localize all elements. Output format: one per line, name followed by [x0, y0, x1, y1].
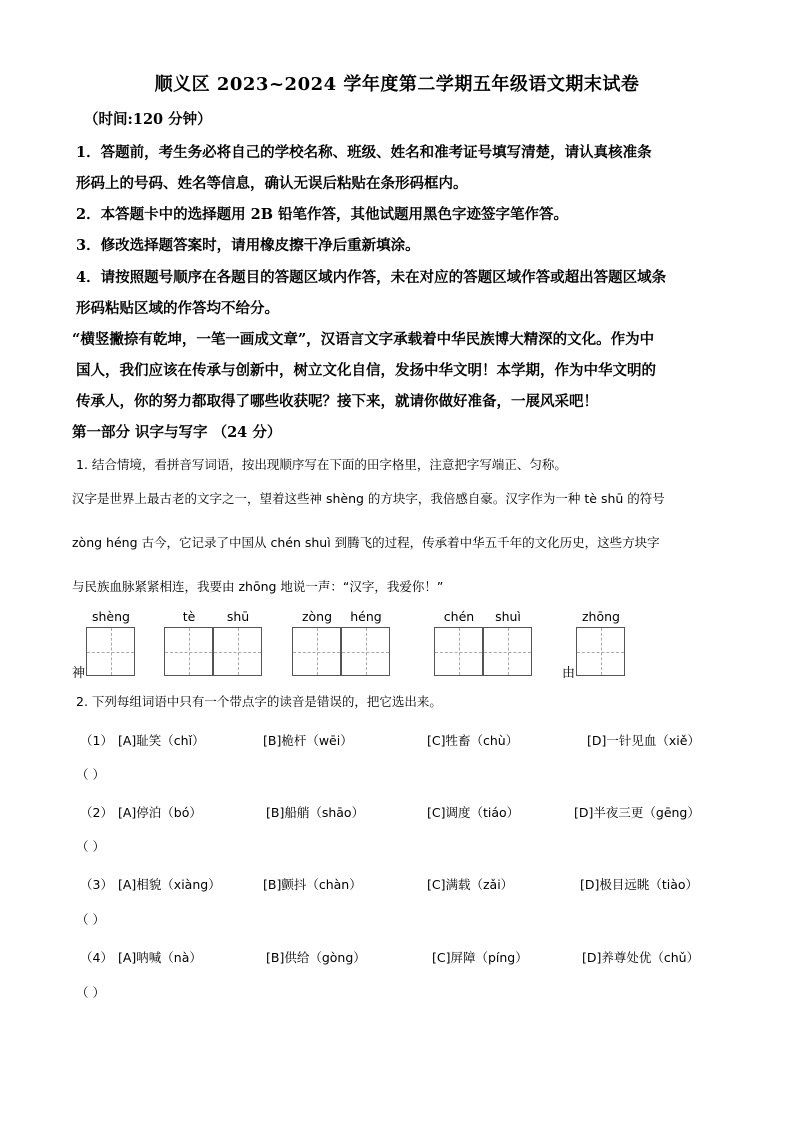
group-number: （3）: [80, 877, 113, 892]
writing-grid[interactable]: [341, 627, 390, 676]
writing-grid[interactable]: [213, 627, 262, 676]
group-number: （1）: [80, 733, 113, 748]
given-character: 由: [562, 666, 576, 681]
answer-blank[interactable]: （ ）: [76, 985, 105, 1000]
option-c[interactable]: [C]满载（zǎi）: [427, 877, 514, 892]
option-b[interactable]: [B]供给（gòng）: [266, 950, 366, 965]
writing-grid[interactable]: [164, 627, 213, 676]
pinyin-label: zhōng: [582, 609, 620, 624]
option-c[interactable]: [C]屏障（píng）: [432, 950, 528, 965]
pinyin-label: chén: [443, 609, 475, 624]
option-b[interactable]: [B]颤抖（chàn）: [263, 877, 362, 892]
exam-title: 顺义区 2023~2024 学年度第二学期五年级语文期末试卷: [154, 74, 640, 95]
pinyin-label: héng: [350, 609, 382, 624]
option-a[interactable]: [A]耻笑（chǐ）: [118, 733, 205, 748]
writing-grid[interactable]: [292, 627, 341, 676]
pinyin-label: zòng: [301, 609, 333, 624]
given-character: 神: [72, 666, 86, 681]
pinyin-label: shèng: [92, 609, 130, 624]
option-d[interactable]: [D]一针见血（xiě）: [587, 733, 700, 748]
group-number: （2）: [80, 805, 113, 820]
option-c[interactable]: [C]牲畜（chù）: [427, 733, 519, 748]
passage-line: zòng héng 古今，它记录了中国从 chén shuì 到腾飞的过程，传承着中华五千年的文化历史，这些方块字: [72, 535, 660, 550]
notice-line: 形码上的号码、姓名等信息，确认无误后粘贴在条形码框内。: [76, 175, 468, 192]
option-b[interactable]: [B]船艄（shāo）: [266, 805, 365, 820]
option-d[interactable]: [D]半夜三更（gēng）: [574, 805, 700, 820]
notice-line: 1．答题前，考生务必将自己的学校名称、班级、姓名和准考证号填写清楚，请认真核准条: [76, 144, 652, 161]
writing-grid[interactable]: [576, 627, 625, 676]
option-c[interactable]: [C]调度（tiáo）: [427, 805, 520, 820]
option-d[interactable]: [D]极目远眺（tiào）: [580, 877, 699, 892]
answer-blank[interactable]: （ ）: [76, 839, 105, 854]
notice-line: 形码粘贴区域的作答均不给分。: [76, 300, 279, 317]
writing-grid[interactable]: [86, 627, 135, 676]
option-d[interactable]: [D]养尊处优（chǔ）: [582, 950, 700, 965]
writing-grid[interactable]: [483, 627, 532, 676]
intro-line: 传承人，你的努力都取得了哪些收获呢？接下来，就请你做好准备，一展风采吧！: [76, 393, 598, 410]
pinyin-label: shuì: [495, 609, 521, 624]
passage-line: 与民族血脉紧紧相连，我要由 zhōng 地说一声：“汉字，我爱你！”: [72, 579, 444, 594]
notice-line: 4．请按照题号顺序在各题目的答题区域内作答，未在对应的答题区域作答或超出答题区域条: [76, 269, 667, 286]
option-b[interactable]: [B]桅杆（wēi）: [263, 733, 353, 748]
group-number: （4）: [80, 950, 113, 965]
intro-line: “横竖撇捺有乾坤，一笔一画成文章”，汉语言文字承载着中华民族博大精深的文化。作为中: [72, 331, 655, 348]
option-a[interactable]: [A]相貌（xiàng）: [118, 877, 221, 892]
exam-time: （时间:120 分钟）: [84, 111, 212, 128]
notice-line: 3．修改选择题答案时，请用橡皮擦干净后重新填涂。: [76, 237, 420, 254]
notice-line: 2．本答题卡中的选择题用 2B 铅笔作答，其他试题用黑色字迹签字笔作答。: [76, 206, 569, 223]
pinyin-label: shū: [226, 609, 250, 624]
question-1-prompt: 1. 结合情境，看拼音写词语，按出现顺序写在下面的田字格里，注意把字写端正、匀称。: [76, 457, 567, 472]
writing-grid[interactable]: [434, 627, 483, 676]
option-a[interactable]: [A]停泊（bó）: [118, 805, 202, 820]
answer-blank[interactable]: （ ）: [76, 767, 105, 782]
intro-line: 国人，我们应该在传承与创新中，树立文化自信，发扬中华文明！本学期，作为中华文明的: [76, 362, 656, 379]
option-a[interactable]: [A]呐喊（nà）: [118, 950, 202, 965]
pinyin-label: tè: [182, 609, 196, 624]
section-heading: 第一部分 识字与写字 （24 分）: [72, 424, 282, 441]
question-2-prompt: 2. 下列每组词语中只有一个带点字的读音是错误的，把它选出来。: [76, 694, 442, 709]
answer-blank[interactable]: （ ）: [76, 912, 105, 927]
passage-line: 汉字是世界上最古老的文字之一，望着这些神 shèng 的方块字，我倍感自豪。汉字作为一种 tè shū 的符号: [72, 491, 665, 506]
